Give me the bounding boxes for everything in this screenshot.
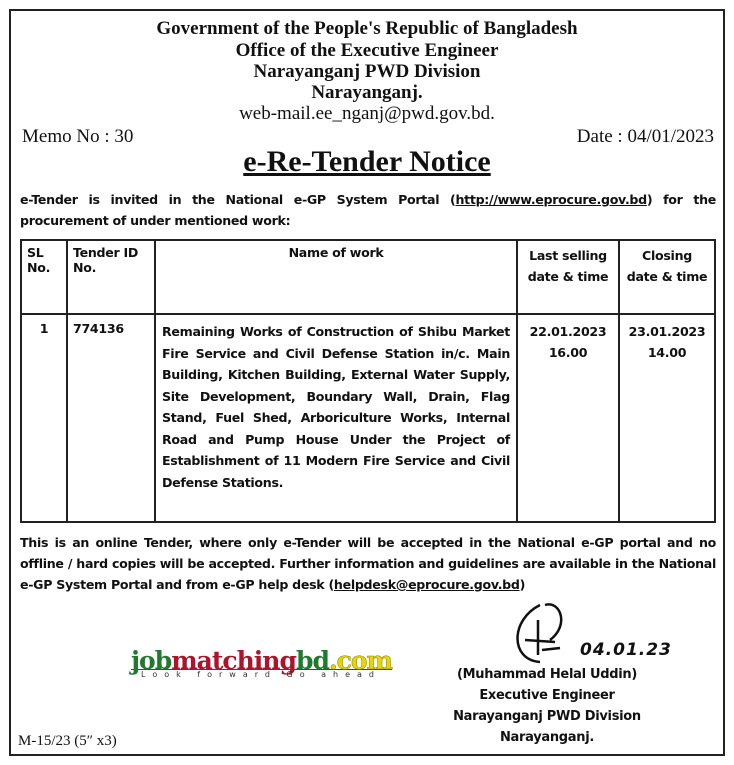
cell-close-time: 14.00	[647, 345, 687, 360]
table-row	[21, 314, 715, 522]
intro-pre: e-Tender is invited in the National e-GP System Portal (	[20, 192, 456, 207]
cell-sell-date: 22.01.2023	[529, 324, 607, 339]
intro-post: ) for the procurement of under mentioned work:	[20, 192, 716, 228]
signatory-place: Narayanganj.	[499, 730, 595, 745]
header-government: Government of the People's Republic of Bangladesh	[156, 18, 578, 39]
logo-tagline: Look forward Go ahead	[131, 669, 392, 679]
cell-sell-time: 16.00	[548, 345, 588, 360]
footer-pre: This is an online Tender, where only e-Tender will be accepted in the National e-GP portal and no offline / hard copies will be accepted. Further information and guidelines are available in the National e-GP System Portal and from e-GP help desk (	[20, 535, 716, 592]
th-closing: Closing date & time	[619, 240, 715, 314]
th-last-selling: Last selling date & time	[517, 240, 619, 314]
th-tender-id: Tender ID No.	[67, 240, 155, 314]
cell-sl: 1	[21, 314, 67, 522]
notice-title: e-Re-Tender Notice	[243, 145, 491, 178]
tender-table	[20, 239, 716, 523]
table-header-row	[21, 240, 715, 314]
logo-matching: matching	[171, 646, 296, 675]
logo-bd: bd	[295, 646, 329, 675]
header-office: Office of the Executive Engineer	[235, 40, 499, 61]
header-division: Narayanganj PWD Division	[253, 61, 481, 82]
memo-date: Date : 04/01/2023	[576, 126, 714, 147]
logo-com: .com	[328, 646, 392, 675]
signatory-name: (Muhammad Helal Uddin)	[457, 667, 637, 682]
header-city: Narayanganj.	[311, 82, 423, 103]
cell-close-date: 23.01.2023	[628, 324, 706, 339]
intro-text	[20, 189, 716, 231]
signatory-office: Narayanganj PWD Division	[453, 709, 641, 724]
signature-date: 04.01.23	[580, 640, 672, 660]
signatory-designation: Executive Engineer	[479, 688, 615, 703]
header-email: web-mail.ee_nganj@pwd.gov.bd.	[239, 103, 495, 124]
footer-post: )	[519, 577, 526, 592]
memo-number: Memo No : 30	[22, 126, 134, 147]
logo-job: job	[131, 646, 172, 675]
cell-work: Remaining Works of Construction of Shibu Market Fire Service and Civil Defense Station in/c. Main Building, Kitchen Building, External Water Supply, Site Development, Boundary Wall, Drain, Flag Stand, Fuel Shed, Arboriculture Works, Internal Road and Pump House Under the Project of Establishment of 11 Modern Fire Service and Civil Defense Stations.	[155, 314, 517, 522]
eprocure-link[interactable]: http://www.eprocure.gov.bd	[455, 192, 647, 207]
reference-code: M-15/23 (5″ x3)	[18, 733, 117, 749]
jobmatchingbd-logo	[131, 646, 392, 679]
cell-tender-id: 774136	[67, 314, 155, 522]
footer-text	[20, 532, 716, 595]
th-sl: SL No.	[21, 240, 67, 314]
helpdesk-link[interactable]: helpdesk@eprocure.gov.bd	[333, 577, 520, 592]
th-name-of-work: Name of work	[155, 240, 517, 314]
